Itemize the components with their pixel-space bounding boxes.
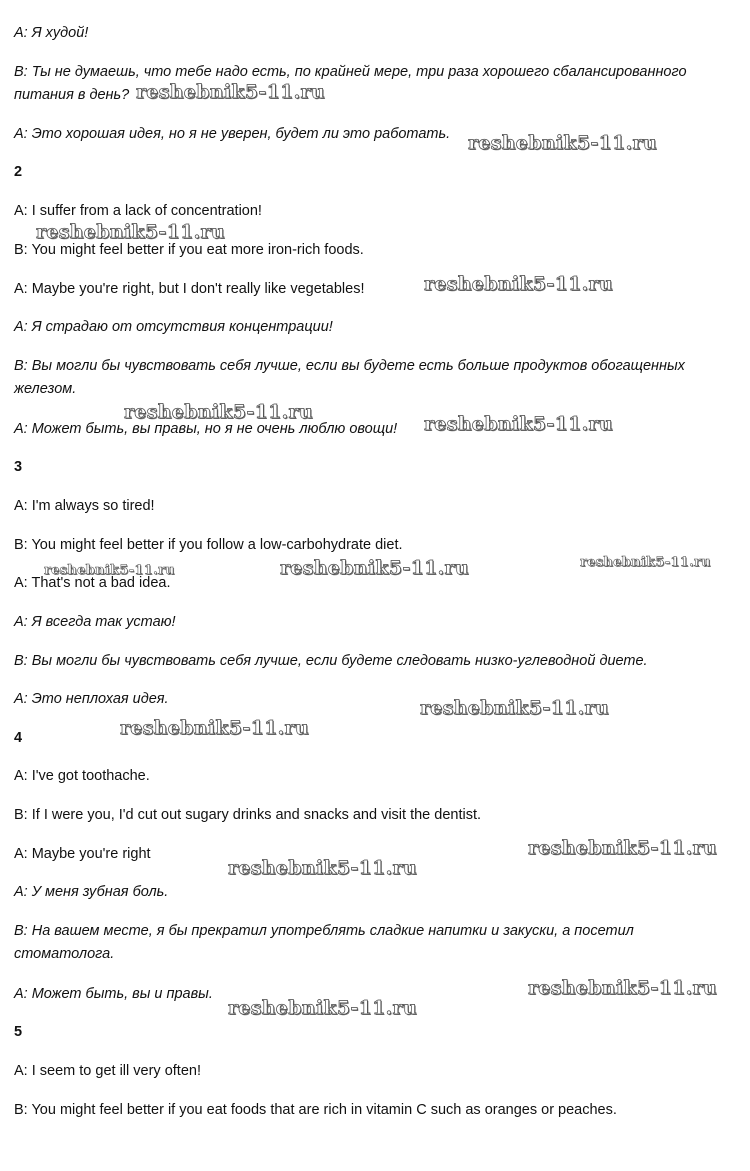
watermark: reshebnik5-11.ru <box>124 401 313 423</box>
watermark: reshebnik5-11.ru <box>36 221 225 243</box>
watermark: reshebnik5-11.ru <box>580 555 711 570</box>
watermark: reshebnik5-11.ru <box>468 132 657 154</box>
dialogue-line: B: Вы могли бы чувствовать себя лучше, если будете следовать низко-углеводной диете. <box>14 653 648 669</box>
dialogue-line: A: Может быть, вы правы, но я не очень люблю овощи! <box>14 421 398 437</box>
watermark: reshebnik5-11.ru <box>528 977 717 999</box>
dialogue-line: B: Ты не думаешь, что тебе надо есть, по крайней мере, три раза хорошего сбалансированного <box>14 64 687 80</box>
dialogue-line: A: Может быть, вы и правы. <box>14 986 213 1002</box>
watermark: reshebnik5-11.ru <box>120 717 309 739</box>
dialogue-line: A: Я худой! <box>14 25 89 41</box>
watermark: reshebnik5-11.ru <box>424 273 613 295</box>
section-number: 3 <box>14 459 23 475</box>
dialogue-line: B: If I were you, I'd cut out sugary drinks and snacks and visit the dentist. <box>14 807 482 823</box>
watermark: reshebnik5-11.ru <box>44 563 175 578</box>
dialogue-line: A: I'm always so tired! <box>14 498 155 514</box>
dialogue-line: A: Я страдаю от отсутствия концентрации! <box>14 319 333 335</box>
dialogue-line: A: Maybe you're right <box>14 846 151 862</box>
dialogue-line: B: На вашем месте, я бы прекратил употреблять сладкие напитки и закуски, а посетил <box>14 923 634 939</box>
dialogue-line: A: That's not a bad idea. <box>14 575 171 591</box>
dialogue-line: А: Это хорошая идея, но я не уверен, будет ли это работать. <box>14 126 451 142</box>
watermark: reshebnik5-11.ru <box>280 557 469 579</box>
watermark: reshebnik5-11.ru <box>228 997 417 1019</box>
dialogue-line: B: You might feel better if you follow a low-carbohydrate diet. <box>14 537 403 553</box>
watermark: reshebnik5-11.ru <box>420 697 609 719</box>
dialogue-line: B: Вы могли бы чувствовать себя лучше, если вы будете есть больше продуктов обогащенных <box>14 358 685 374</box>
watermark: reshebnik5-11.ru <box>528 837 717 859</box>
dialogue-line: A: Maybe you're right, but I don't really like vegetables! <box>14 281 365 297</box>
watermark: reshebnik5-11.ru <box>424 413 613 435</box>
section-number: 4 <box>14 730 23 746</box>
dialogue-line: питания в день? <box>14 87 130 103</box>
watermark: reshebnik5-11.ru <box>228 857 417 879</box>
dialogue-line: стоматолога. <box>14 946 115 962</box>
dialogue-line: B: You might feel better if you eat more iron-rich foods. <box>14 242 364 258</box>
dialogue-line: B: You might feel better if you eat foods that are rich in vitamin C such as oranges or peaches. <box>14 1102 617 1118</box>
dialogue-line: A: I seem to get ill very often! <box>14 1063 201 1079</box>
dialogue-line: A: У меня зубная боль. <box>14 884 169 900</box>
dialogue-line: A: Это неплохая идея. <box>14 691 169 707</box>
dialogue-line: A: Я всегда так устаю! <box>14 614 176 630</box>
section-number: 5 <box>14 1024 23 1040</box>
dialogue-line: A: I've got toothache. <box>14 768 150 784</box>
dialogue-line: железом. <box>14 381 77 397</box>
section-number: 2 <box>14 164 23 180</box>
dialogue-line: A: I suffer from a lack of concentration! <box>14 203 262 219</box>
watermark: reshebnik5-11.ru <box>136 81 325 103</box>
